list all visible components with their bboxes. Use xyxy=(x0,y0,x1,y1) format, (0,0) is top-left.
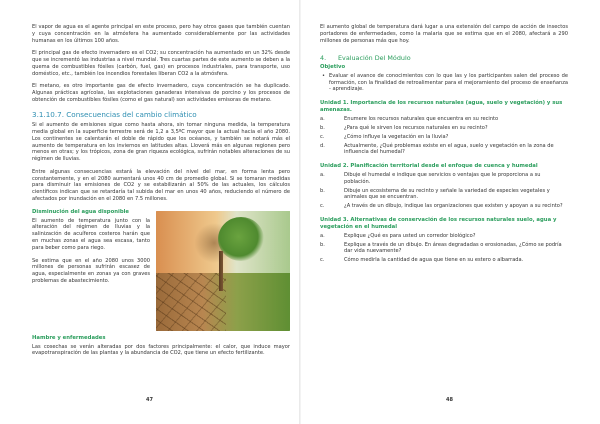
right-page xyxy=(300,0,600,424)
unit3-questions xyxy=(320,233,568,264)
list-item: a. Dibuje el humedal e indique que servicios o ventajas que le proporciona a su población. xyxy=(320,172,541,185)
objective-heading: Objetivo xyxy=(320,63,346,70)
list-item: d. Actualmente, ¿Qué problemas existe en el agua, suelo y vegetación en la zona de influencia del humedal? xyxy=(320,142,554,156)
objective-item xyxy=(320,73,568,93)
list-item: c. ¿Cómo influye la vegetación en la lluvia? xyxy=(320,133,449,140)
section-heading-consequences: 3.1.10.7. Consecuencias del cambio climático xyxy=(32,109,197,119)
objective-list xyxy=(320,73,568,93)
subheading-hunger: Hambre y enfermedades xyxy=(32,334,106,341)
list-item: b. ¿Para qué le sirven los recursos naturales en su recinto? xyxy=(320,124,488,131)
unit1-questions xyxy=(320,116,568,156)
subheading-water: Disminución del agua disponible xyxy=(32,208,130,215)
paragraph-crops: Las cosechas se verán alteradas por dos factores principalmente: el calor, que induce mayor evapotranspiración de las plantas y la abundancia de CO2, que tiene un efecto fertilizante. xyxy=(32,343,290,357)
list-item: c. Cómo medirla la cantidad de agua que tiene en su estero o albarrada. xyxy=(320,257,524,264)
list-item: b. Explique a través de un dibujo. En áreas degradadas o erosionadas, ¿Cómo se podría dar vida nuevamente? xyxy=(320,241,562,255)
paragraph-methane: El metano, es otro importante gas de efecto invernadero, cuya concentración se ha duplicado. Algunas prácticas agrícolas, las explotaciones ganaderas intensivas de porcino y los procesos de obtención de combustibles fósiles (como el gas natural) son actividades emisoras de metano. xyxy=(32,83,290,103)
bullet-icon: • xyxy=(322,72,326,79)
paragraph-water-vapor: El vapor de agua es el agente principal en este proceso, pero hay otros gases que también cuentan y cuya concentración en la atmósfera ha aumentado considerablemente por las actividades humanas en los últimos 100 años. xyxy=(32,24,290,44)
photo-cracked-soil xyxy=(156,273,226,331)
paragraph-co2: El principal gas de efecto invernadero es el CO2; su concentración ha aumentado en un 32% desde que se incrementó las industrias a nivel mundial. Tres cuartas partes de este aumento se deben a la quema de combustibles fósiles (carbón, fuel, gas) en procesos industriales, para transporte, uso doméstico, etc., también los incendios forestales liberan CO2 a la atmósfera. xyxy=(32,50,290,77)
page-number-right: 48 xyxy=(446,397,453,404)
page-number-left: 47 xyxy=(146,397,153,404)
unit2-heading: Unidad 2. Planificación territorial desde el enfoque de cuenca y humedal xyxy=(320,163,538,170)
list-item: c. ¿A través de un dibujo, indique las organizaciones que existen y apoyan a su recinto? xyxy=(320,203,563,210)
paragraph-temperature: Si el aumento de emisiones sigue como hasta ahora, sin tomar ninguna medida, la temperatura media global en la superficie terrestre será de 1,2 a 3,5ºC mayor que la actual hacia el año 2080. Los continentes se calentarán el doble de rápido que los océanos, y también se notará más el aumento de temperatura en los inviernos en latitudes altas. Lloverá más en algunas regiones pero menos en otras; y los trópicos, zona de gran riqueza ecológica, sufrirán notables alteraciones de su régimen de lluvias. xyxy=(32,122,290,163)
water-section xyxy=(32,209,290,335)
unit2-questions xyxy=(320,172,568,210)
evaluation-title-text: Evaluación Del Módulo xyxy=(338,54,411,63)
drought-tree-photo xyxy=(156,211,290,331)
objective-text: Evaluar el avance de conocimientos con lo que las y los participantes salen del proceso de formación, con la finalidad de retroalimentar para el mejoramiento del proceso de enseñanza - aprendizaje. xyxy=(329,72,568,93)
paragraph-water-scarcity: El aumento de temperatura junto con la alteración del régimen de lluvias y la salinización de acuíferos costeros harán que en muchas zonas el agua sea escasa, tanto para beber como para riego. xyxy=(32,217,150,251)
list-item: a. Enumere los recursos naturales que encuentra en su recinto xyxy=(320,116,499,123)
photo-tree-trunk xyxy=(219,251,223,291)
evaluation-title xyxy=(320,54,568,63)
photo-green-foliage xyxy=(218,217,264,261)
unit3-heading: Unidad 3. Alternativas de conservación de los recursos naturales suelo, agua y vegetación en el humedal xyxy=(320,216,557,230)
paragraph-water-estimate: Se estima que en el año 2080 unos 3000 millones de personas sufrirán escasez de agua, especialmente en zonas ya con graves problemas de abastecimiento. xyxy=(32,257,150,284)
evaluation-number: 4. xyxy=(320,54,327,63)
list-item: b. Dibuje un ecosistema de su recinto y señale la variedad de especies vegetales y animales que se encuentran. xyxy=(320,187,550,201)
paragraph-sea-level: Entre algunas consecuencias estará la elevación del nivel del mar, en forma lenta pero constantemente, y en el 2080 aumentará unos 40 cm de promedio global. Si se tomaran medidas para disminuir las emisiones de CO2 y se estabilizarán al 50% de las actuales, los cálculos científicos indican que se retardaría tal subida del mar en unos 40 años, reduciendo el número de afectados por inundación en el 2080 en 7.5 millones. xyxy=(32,168,290,202)
list-item: a. Explique ¿Qué es para usted un corredor biológico? xyxy=(320,232,476,239)
unit1-heading: Unidad 1. Importancia de los recursos naturales (agua, suelo y vegetación) y sus amenazas. xyxy=(320,100,563,114)
paragraph-diseases: El aumento global de temperatura dará lugar a una extensión del campo de acción de insectos portadores de enfermedades, como la malaria que se estima que en el 2080, afectará a 290 millones de personas más que hoy. xyxy=(320,24,568,44)
